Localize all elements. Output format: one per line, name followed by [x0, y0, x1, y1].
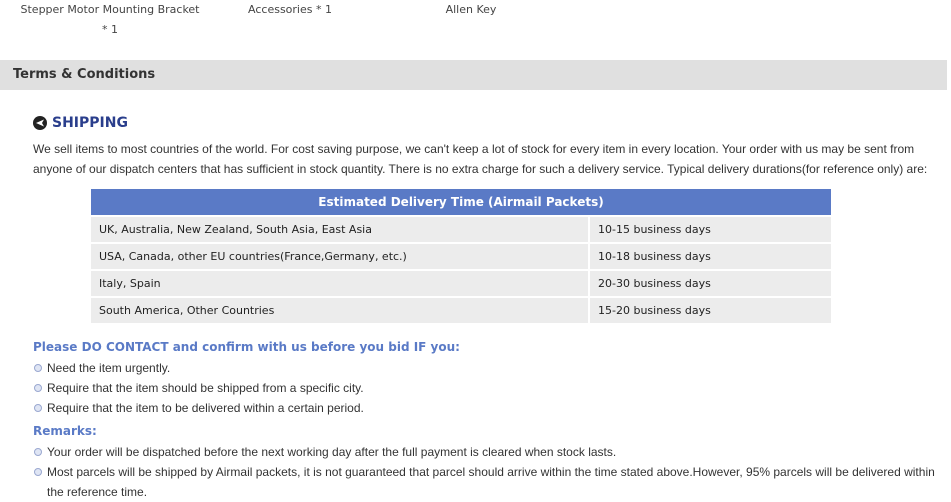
remarks-title: Remarks: [33, 424, 97, 438]
list-item-text: Require that the item should be shipped from a specific city. [47, 381, 364, 395]
region-cell: Italy, Spain [91, 271, 588, 296]
caption-line: Accessories * 1 [248, 3, 332, 16]
bullet-icon [34, 384, 42, 392]
list-item [33, 358, 945, 378]
delivery-table [91, 189, 831, 323]
contact-title: Please DO CONTACT and confirm with us before you bid IF you: [33, 340, 460, 354]
table-row [91, 271, 831, 296]
caption-line: * 1 [102, 23, 118, 36]
terms-header [0, 60, 947, 90]
remarks-list [33, 442, 945, 502]
table-row [91, 244, 831, 269]
region-cell: UK, Australia, New Zealand, South Asia, East Asia [91, 217, 588, 242]
airplane-icon [33, 116, 47, 130]
list-item [33, 462, 945, 502]
contact-list [33, 358, 945, 418]
table-row [91, 217, 831, 242]
time-cell: 10-15 business days [590, 217, 831, 242]
shipping-intro: We sell items to most countries of the world. For cost saving purpose, we can't keep a lot of stock for every item in every location. Your order with us may be sent from anyone of our dispatch centers that has sufficient in stock quantity. There is no extra charge for such a delivery service. Typical delivery durations(for reference only) are: [33, 142, 928, 176]
time-cell: 10-18 business days [590, 244, 831, 269]
list-item-text: Require that the item to be delivered within a certain period. [47, 401, 364, 415]
shipping-heading [33, 114, 128, 132]
caption-bracket [20, 0, 200, 40]
time-cell: 20-30 business days [590, 271, 831, 296]
region-cell: USA, Canada, other EU countries(France,Germany, etc.) [91, 244, 588, 269]
list-item [33, 378, 945, 398]
accessory-captions [0, 0, 951, 50]
region-cell: South America, Other Countries [91, 298, 588, 323]
caption-allen-key [440, 0, 502, 20]
delivery-table-title: Estimated Delivery Time (Airmail Packets) [91, 189, 831, 215]
caption-accessories [245, 0, 335, 20]
list-item [33, 398, 945, 418]
bullet-icon [34, 364, 42, 372]
list-item-text: Most parcels will be shipped by Airmail packets, it is not guaranteed that parcel should arrive within the time stated above.However, 95% parcels will be delivered within the reference time. [47, 465, 935, 499]
shipping-title: SHIPPING [52, 115, 128, 131]
list-item [33, 442, 945, 462]
bullet-icon [34, 448, 42, 456]
list-item-text: Need the item urgently. [47, 361, 171, 375]
terms-title: Terms & Conditions [13, 67, 156, 82]
table-row [91, 298, 831, 323]
bullet-icon [34, 404, 42, 412]
caption-line: Stepper Motor Mounting Bracket [20, 3, 200, 16]
time-cell: 15-20 business days [590, 298, 831, 323]
caption-line: Allen Key [445, 3, 497, 16]
bullet-icon [34, 468, 42, 476]
list-item-text: Your order will be dispatched before the next working day after the full payment is cleared when stock lasts. [47, 445, 617, 459]
